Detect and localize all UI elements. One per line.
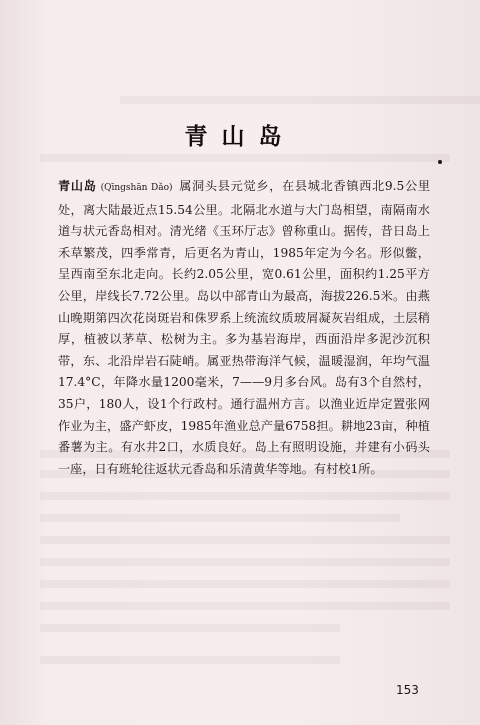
page-number: 153: [396, 683, 419, 697]
bleed-through: [40, 536, 450, 544]
bleed-through: [120, 96, 480, 104]
bleed-through: [40, 154, 450, 162]
bleed-through: [40, 624, 340, 632]
entry-pinyin: (Qīngshān Dǎo): [100, 183, 173, 193]
entry-term: 青山岛: [58, 179, 97, 193]
bullet-dot: [438, 160, 442, 164]
bleed-through: [40, 492, 450, 500]
bleed-through: [40, 558, 450, 566]
entry-body: [58, 176, 430, 480]
bleed-through: [40, 656, 340, 664]
bleed-through: [40, 602, 450, 610]
entry-text: 属洞头县元觉乡，在县城北香镇西北9.5公里处，离大陆最近点15.54公里。北隔北水道与大门岛相望，南隔南水道与状元香岛相对。清光绪《玉环厅志》曾称重山。据传，昔日岛上禾草繁茂，四季常青，后更名为青山，1985年定为今名。形似鳖，呈西南至东北走向。长约2.05公里，宽0.61公里，面积约1.25平方公里，岸线长7.72公里。岛以中部青山为最高，海拔226.5米。由燕山晚期第四次花岗斑岩和侏罗系上统流纹质玻屑凝灰岩组成，土层稍厚，植被以茅草、松树为主。多为基岩海岸，西面沿岸多泥沙沉积带，东、北沿岸岩石陡峭。属亚热带海洋气候，温暖湿润，年均气温17.4°C，年降水量1200毫米，7——9月多台风。岛有3个自然村，35户，180人，设1个行政村。通行温州方言。以渔业近岸定置张网作业为主，盛产虾皮，1985年渔业总产量6758担。耕地23亩，种植番薯为主。有水井2口，水质良好。岛上有照明设施，并建有小码头一座，日有班轮往返状元香岛和乐清黄华等地。有村校1所。: [58, 179, 431, 476]
bleed-through: [40, 514, 400, 522]
page-title: 青山岛: [184, 124, 296, 150]
bleed-through: [40, 580, 450, 588]
